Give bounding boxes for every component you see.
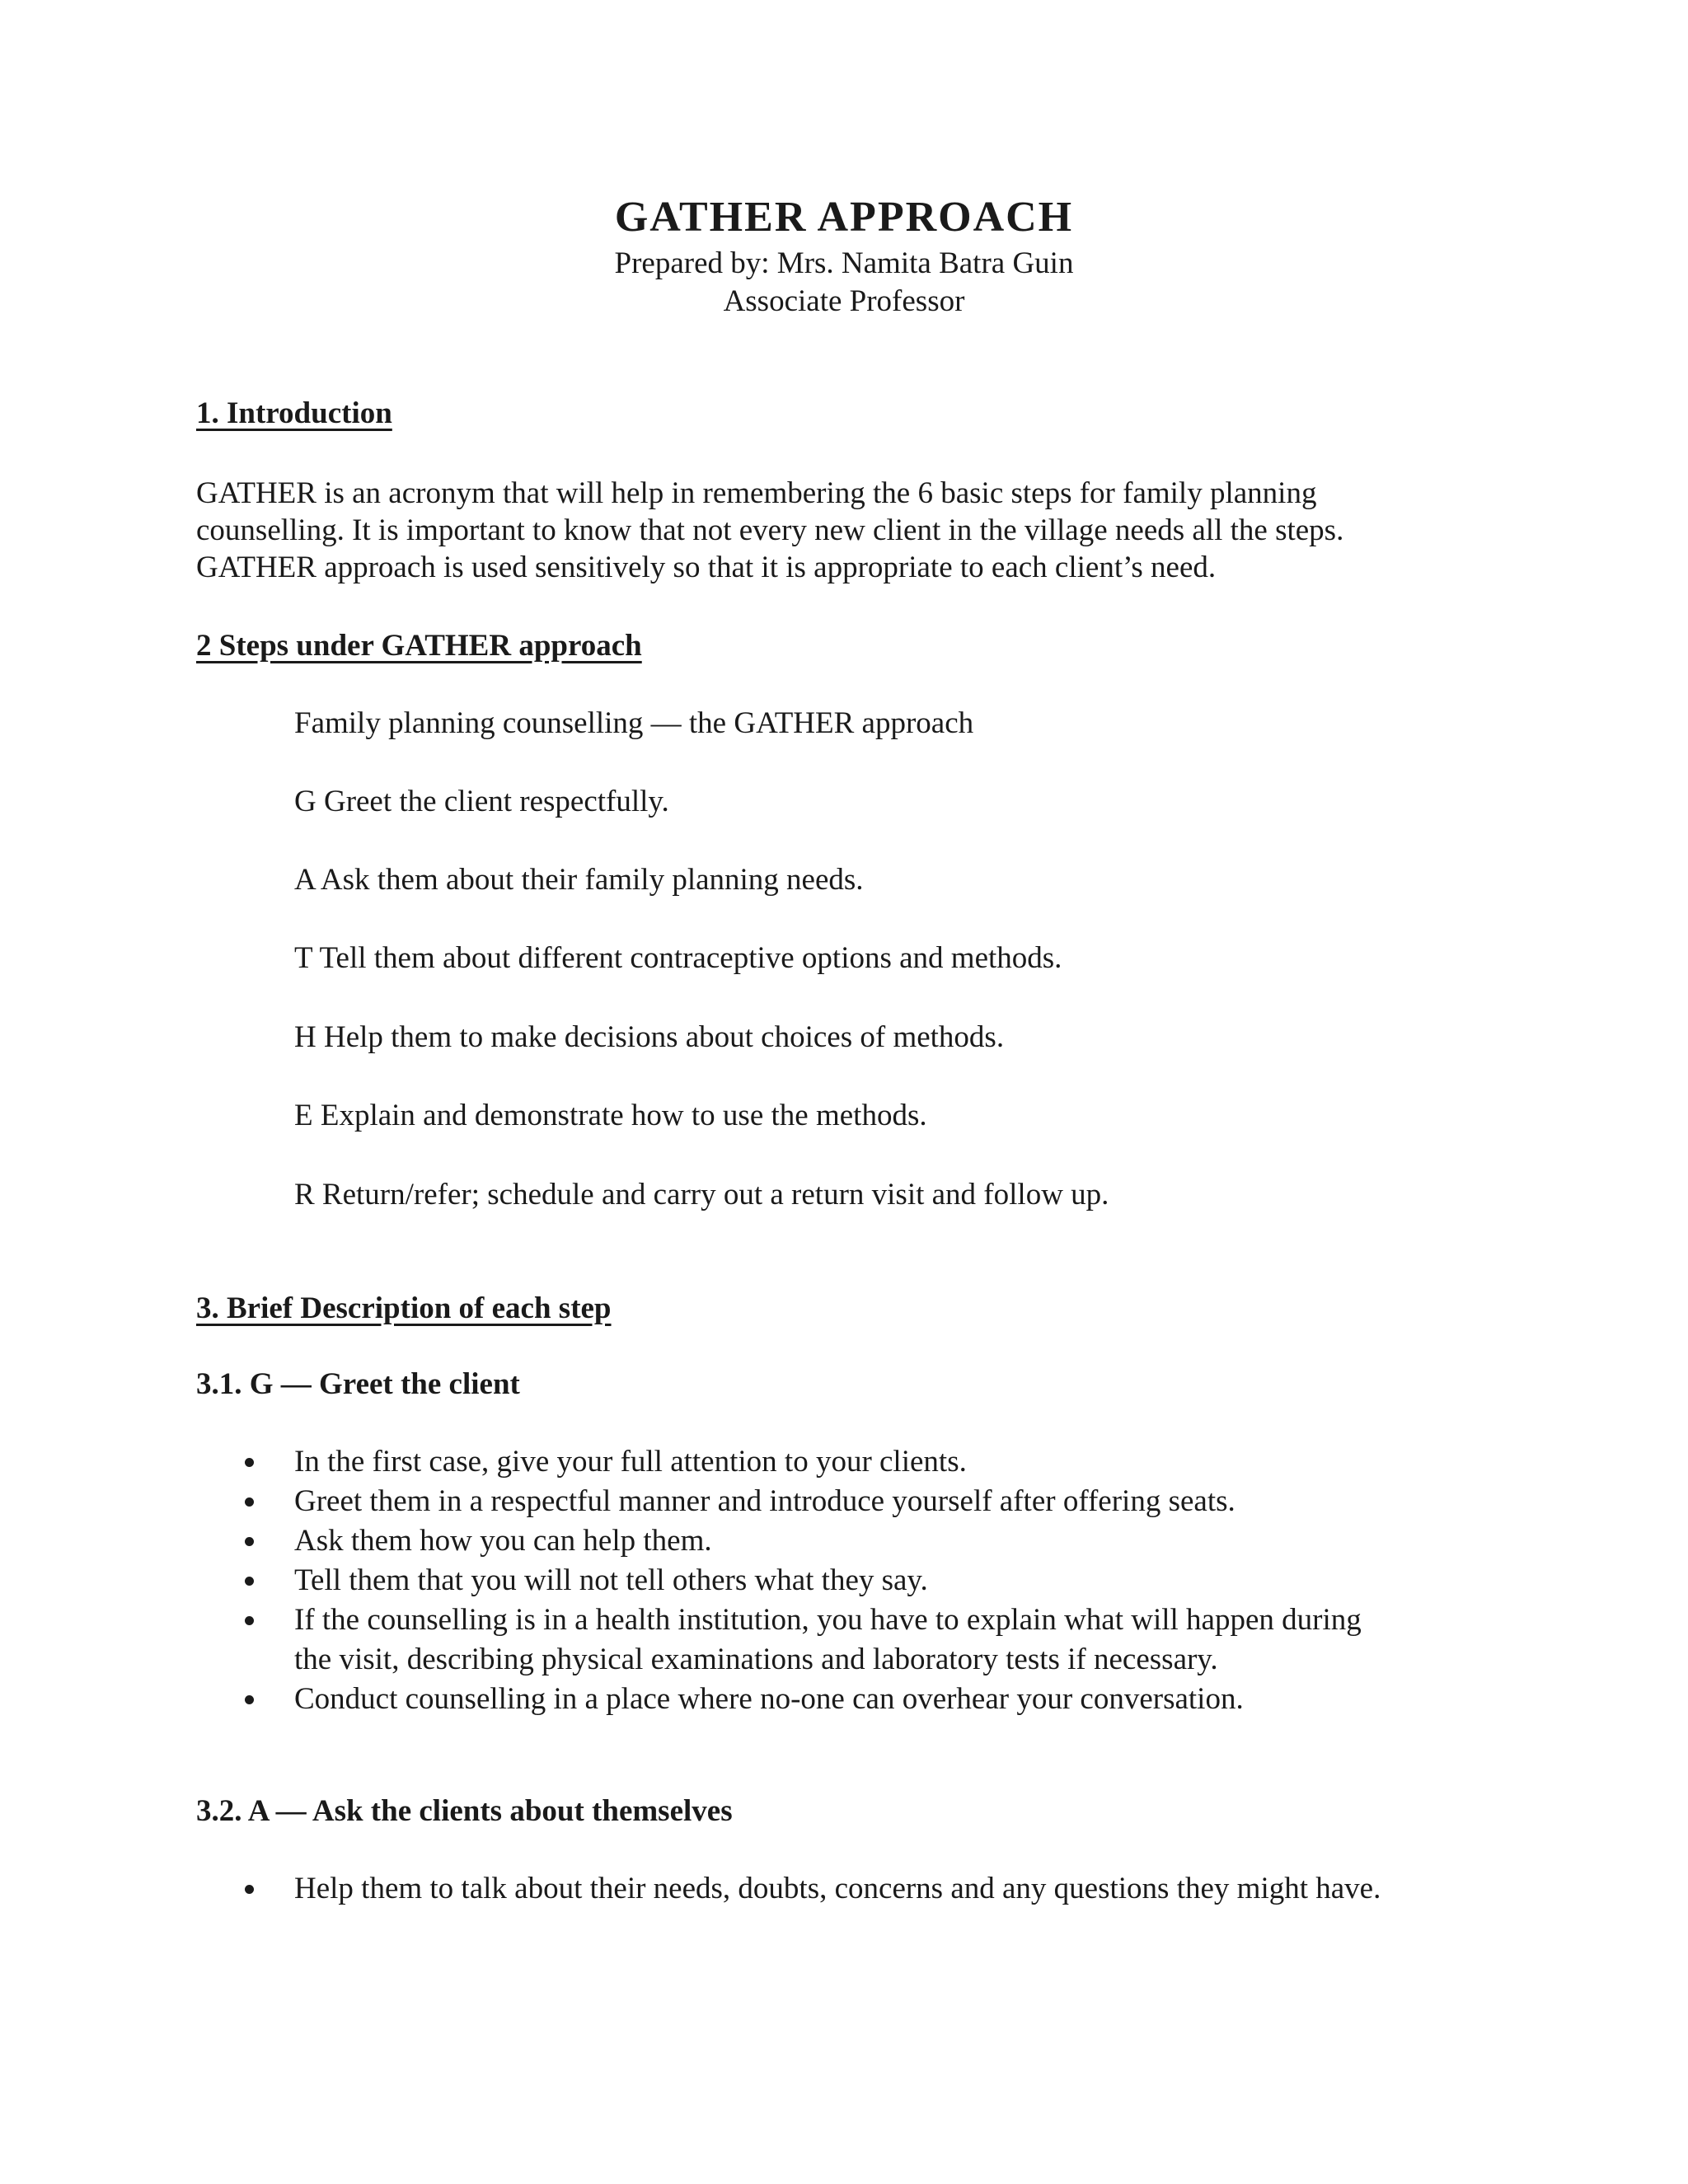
- ask-bullet-list: [0, 1869, 1688, 1909]
- list-item: Help them to talk about their needs, doubts, concerns and any questions they might have.: [0, 1869, 1688, 1909]
- list-item-continuation: the visit, describing physical examinations and laboratory tests if necessary.: [294, 1643, 1218, 1676]
- bullet-icon: [245, 1885, 254, 1894]
- section-heading-steps: 2 Steps under GATHER approach: [196, 629, 642, 663]
- subsection-heading-greet: 3.1. G — Greet the client: [196, 1367, 520, 1401]
- bullet-icon: [245, 1458, 254, 1467]
- intro-line: GATHER is an acronym that will help in remembering the 6 basic steps for family planning: [196, 476, 1317, 510]
- list-item: Greet them in a respectful manner and introduce yourself after offering seats.: [0, 1482, 1688, 1521]
- intro-line: counselling. It is important to know that not every new client in the village needs all the steps.: [196, 513, 1344, 547]
- step-item-g: G Greet the client respectfully.: [294, 785, 669, 818]
- bullet-icon: [245, 1695, 254, 1704]
- intro-paragraph: [196, 475, 1482, 586]
- step-item-t: T Tell them about different contraceptive options and methods.: [294, 941, 1062, 975]
- bullet-icon: [245, 1616, 254, 1625]
- step-item-h: H Help them to make decisions about choices of methods.: [294, 1020, 1005, 1054]
- bullet-icon: [245, 1497, 254, 1507]
- step-item-r: R Return/refer; schedule and carry out a return visit and follow up.: [294, 1178, 1109, 1212]
- author-position: Associate Professor: [723, 284, 965, 318]
- greet-bullet-list: [0, 1442, 1688, 1719]
- author-line: Prepared by: Mrs. Namita Batra Guin: [614, 246, 1074, 280]
- bullet-icon: [245, 1577, 254, 1586]
- step-item-a: A Ask them about their family planning needs.: [294, 863, 864, 897]
- subsection-heading-ask: 3.2. A — Ask the clients about themselves: [196, 1794, 733, 1828]
- list-item: Conduct counselling in a place where no-one can overhear your conversation.: [0, 1680, 1688, 1719]
- list-item: In the first case, give your full attention to your clients.: [0, 1442, 1688, 1482]
- steps-caption: Family planning counselling — the GATHER approach: [294, 706, 974, 740]
- section-heading-introduction: 1. Introduction: [196, 396, 392, 430]
- list-item: Tell them that you will not tell others what they say.: [0, 1561, 1688, 1601]
- bullet-icon: [245, 1537, 254, 1546]
- step-item-e: E Explain and demonstrate how to use the methods.: [294, 1099, 927, 1132]
- list-item: If the counselling is in a health institution, you have to explain what will happen during the visit, describing physical examinations and laboratory tests if necessary.: [0, 1601, 1688, 1680]
- list-item: Ask them how you can help them.: [0, 1521, 1688, 1561]
- section-heading-description: 3. Brief Description of each step: [196, 1291, 612, 1325]
- intro-line: GATHER approach is used sensitively so that it is appropriate to each client’s need.: [196, 551, 1217, 584]
- page-title: GATHER APPROACH: [614, 194, 1074, 241]
